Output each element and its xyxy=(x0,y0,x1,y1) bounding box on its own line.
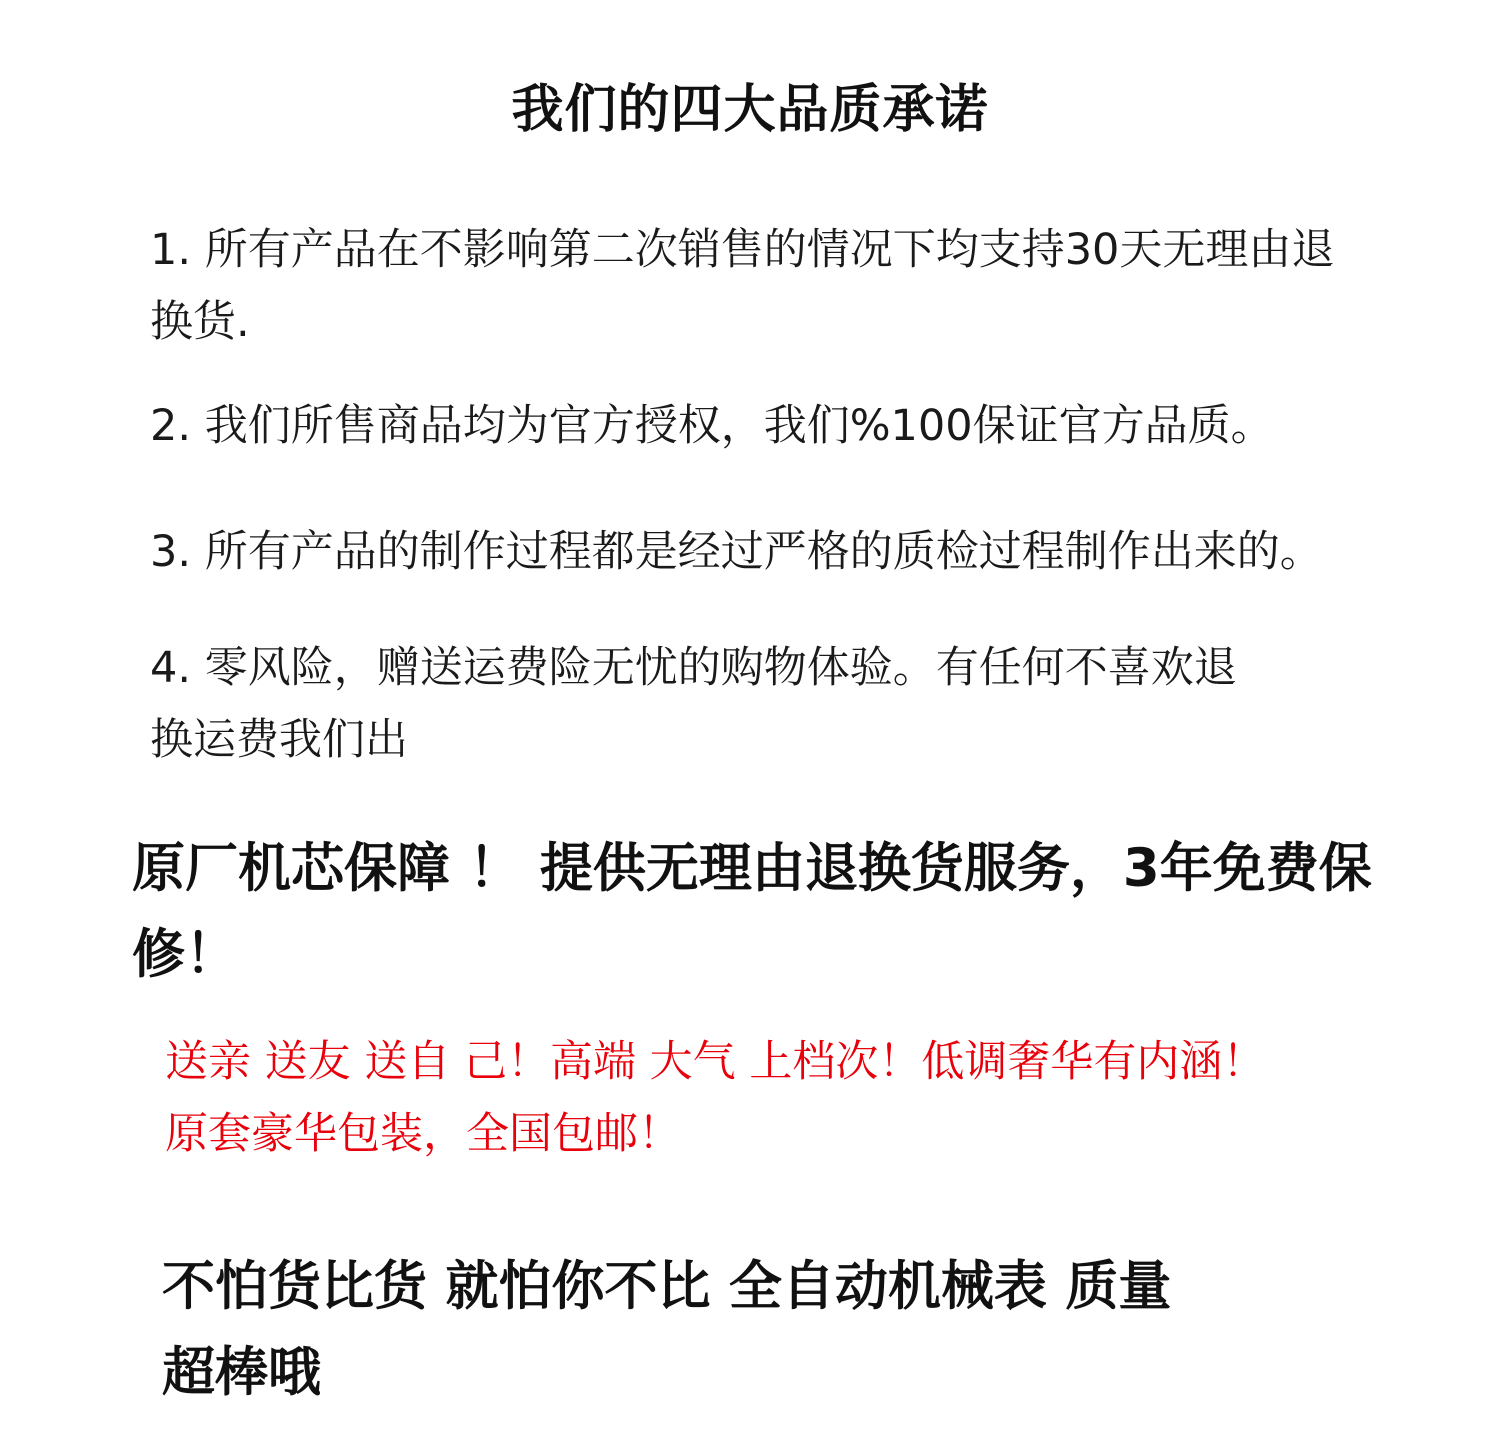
guarantee-line-2: 修！ xyxy=(132,924,238,985)
page-title: 我们的四大品质承诺 xyxy=(511,80,989,140)
promise-4-line-2: 换运费我们出 xyxy=(150,715,408,765)
gift-line-1: 送亲 送友 送自 己！高端 大气 上档次！低调奢华有内涵！ xyxy=(165,1037,1266,1087)
slogan-line-1: 不怕货比货 就怕你不比 全自动机械表 质量 xyxy=(162,1256,1172,1317)
slogan-line-2: 超棒哦 xyxy=(162,1342,321,1403)
guarantee-heading xyxy=(132,826,1372,998)
gift-promo-text xyxy=(165,1026,1265,1170)
promise-1-line-2: 换货. xyxy=(150,297,250,347)
slogan-heading xyxy=(162,1244,1171,1416)
guarantee-line-1: 原厂机芯保障 ！ 提供无理由退换货服务，3年免费保 xyxy=(132,838,1372,899)
promise-item-1 xyxy=(150,214,1334,358)
promise-4-line-1: 4. 零风险，赠送运费险无忧的购物体验。有任何不喜欢退 xyxy=(150,643,1237,693)
promise-item-3 xyxy=(150,516,1323,588)
promise-item-2 xyxy=(150,390,1274,462)
promise-3-line-1: 3. 所有产品的制作过程都是经过严格的质检过程制作出来的。 xyxy=(150,527,1323,577)
promise-1-line-1: 1. 所有产品在不影响第二次销售的情况下均支持30天无理由退 xyxy=(150,225,1335,275)
gift-line-2: 原套豪华包装，全国包邮！ xyxy=(165,1109,681,1159)
promise-item-4 xyxy=(150,632,1237,776)
promise-2-line-1: 2. 我们所售商品均为官方授权，我们%100保证官方品质。 xyxy=(150,401,1274,451)
